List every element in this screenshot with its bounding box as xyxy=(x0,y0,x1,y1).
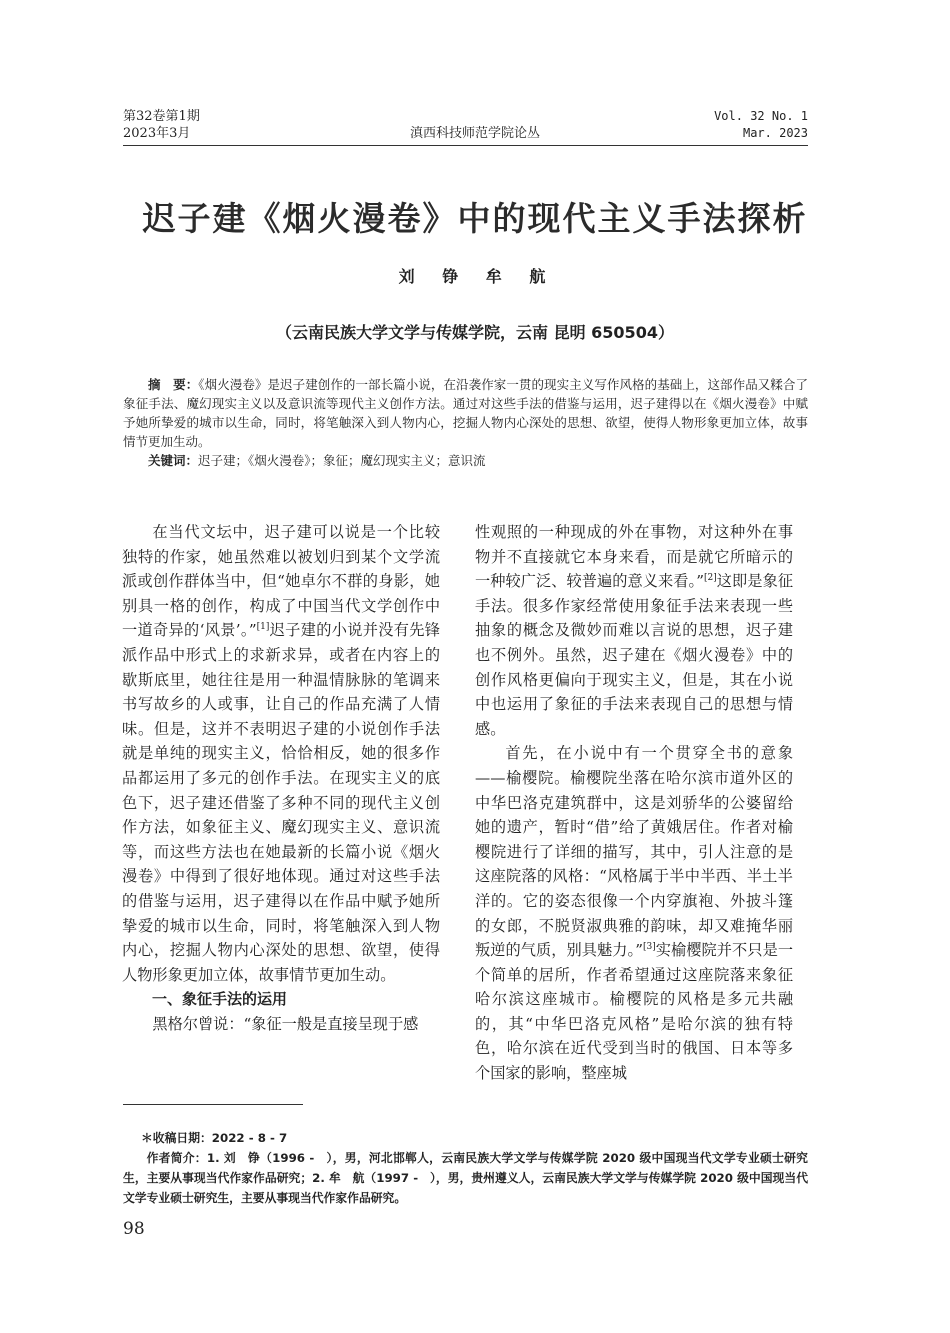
keywords-paragraph xyxy=(123,451,808,470)
journal-date-en: Mar. 2023 xyxy=(742,126,808,140)
body-paragraph: 黑格尔曾说：“象征一般是直接呈现于感 xyxy=(152,1014,419,1033)
received-date: ＊收稿日期：2022 - 8 - 7 xyxy=(141,1131,288,1145)
keywords-text: 迟子建；《烟火漫卷》；象征；魔幻现实主义；意识流 xyxy=(198,453,486,468)
journal-name: 滇西科技师范学院论丛 xyxy=(409,126,540,141)
keywords-label: 关键词： xyxy=(148,453,199,468)
body-text: 实榆樱院并不只是一个简单的居所，作者希望通过这座院落来象征哈尔滨这座城市。榆樱院的风格是多元共融的，其“中华巴洛克风格”是哈尔滨的独有特色，哈尔滨在近代受到当时的俄国、日本等多个国家的影响，整座城 xyxy=(475,941,794,1083)
article-authors: 刘 铮 牟 航 xyxy=(398,267,552,286)
author-bio-label: 作者简介： xyxy=(146,1151,207,1165)
author-bio-text: 1. 刘 铮（1996 - ），男，河北邯郸人，云南民族大学文学与传媒学院 2020 级中国现当代文学专业硕士研究生，主要从事现当代作家作品研究；2. 牟 航（1997 - ），男，贵州遵义人，云南民族大学文学与传媒学院 2020 级中国现当代文学专业硕士研究生，主要从事现当代作家作品研究。 xyxy=(123,1151,808,1205)
page-number: 98 xyxy=(123,1219,145,1239)
body-text: 这即是象征手法。很多作家经常使用象征手法来表现一些抽象的概念及微妙而难以言说的思想，迟子建也不例外。虽然，迟子建在《烟火漫卷》中的创作风格更偏向于现实主义，但是，其在小说中也运用了象征的手法来表现自己的思想与情感。 xyxy=(475,572,794,738)
body-paragraph xyxy=(475,520,793,741)
journal-volume-en: Vol. 32 No. 1 xyxy=(714,109,808,123)
body-text: 在当代文坛中，迟子建可以说是一个比较独特的作家，她虽然难以被划归到某个文学流派或创作群体当中，但“她卓尔不群的身影，她别具一格的创作，构成了中国当代文学创作中一道奇异的‘风景’。” xyxy=(122,523,440,640)
journal-date: 2023年3月 xyxy=(123,126,191,141)
journal-issue-en xyxy=(714,108,808,142)
footnotes xyxy=(123,1128,808,1208)
citation-ref: [1] xyxy=(256,622,270,633)
abstract-label: 摘 要： xyxy=(148,377,199,392)
journal-volume: 第32卷第1期 xyxy=(123,109,200,124)
abstract-text: 《烟火漫卷》是迟子建创作的一部长篇小说，在沿袭作家一贯的现实主义写作风格的基础上，这部作品又糅合了象征手法、魔幻现实主义以及意识流等现代主义创作方法。通过对这些手法的借鉴与运用，迟子建得以在《烟火漫卷》中赋予她所挚爱的城市以生命，同时，将笔触深入到人物内心，挖掘人物内心深处的思想、欲望，使得人物形象更加立体，故事情节更加生动。 xyxy=(123,377,808,449)
body-paragraph xyxy=(122,520,440,987)
footnote-rule xyxy=(123,1104,303,1105)
body-text: 性观照的一种现成的外在事物，对这种外在事物并不直接就它本身来看，而是就它所暗示的一种较广泛、较普遍的意义来看。” xyxy=(475,523,793,591)
body-column-left xyxy=(122,520,440,1036)
header-rule xyxy=(123,145,808,146)
section-heading: 一、象征手法的运用 xyxy=(152,990,288,1009)
author-affiliation: （云南民族大学文学与传媒学院，云南 昆明 650504） xyxy=(276,323,674,342)
body-column-right xyxy=(475,520,793,1086)
abstract-paragraph xyxy=(123,375,808,451)
body-text: 迟子建的小说并没有先锋派作品中形式上的求新求异，或者在内容上的歇斯底里，她往往是用一种温情脉脉的笔调来书写故乡的人或事，让自己的作品充满了人情味。但是，这并不表明迟子建的小说创作手法就是单纯的现实主义，恰恰相反，她的很多作品都运用了多元的创作手法。在现实主义的底色下，迟子建还借鉴了多种不同的现代主义创作方法，如象征主义、魔幻现实主义、意识流等，而这些方法也在她最新的长篇小说《烟火漫卷》中得到了很好地体现。通过对这些手法的借鉴与运用，迟子建得以在作品中赋予她所挚爱的城市以生命，同时，将笔触深入到人物内心，挖掘人物内心深处的思想、欲望，使得人物形象更加立体，故事情节更加生动。 xyxy=(122,621,440,984)
article-title: 迟子建《烟火漫卷》中的现代主义手法探析 xyxy=(142,199,808,238)
citation-ref: [2] xyxy=(703,573,717,584)
citation-ref: [3] xyxy=(642,942,656,953)
abstract-block xyxy=(123,375,808,470)
body-paragraph xyxy=(475,741,793,1085)
author-bio xyxy=(123,1148,808,1208)
body-text: 首先，在小说中有一个贯穿全书的意象——榆樱院。榆樱院坐落在哈尔滨市道外区的中华巴洛克建筑群中，这是刘骄华的公婆留给她的遗产，暂时“借”给了黄娥居住。作者对榆樱院进行了详细的描写，其中，引人注意的是这座院落的风格：“风格属于半中半西、半土半洋的。它的姿态很像一个内穿旗袍、外披斗篷的女郎，不脱贤淑典雅的韵味，却又难掩华丽叛逆的气质，别具魅力。” xyxy=(475,744,793,960)
